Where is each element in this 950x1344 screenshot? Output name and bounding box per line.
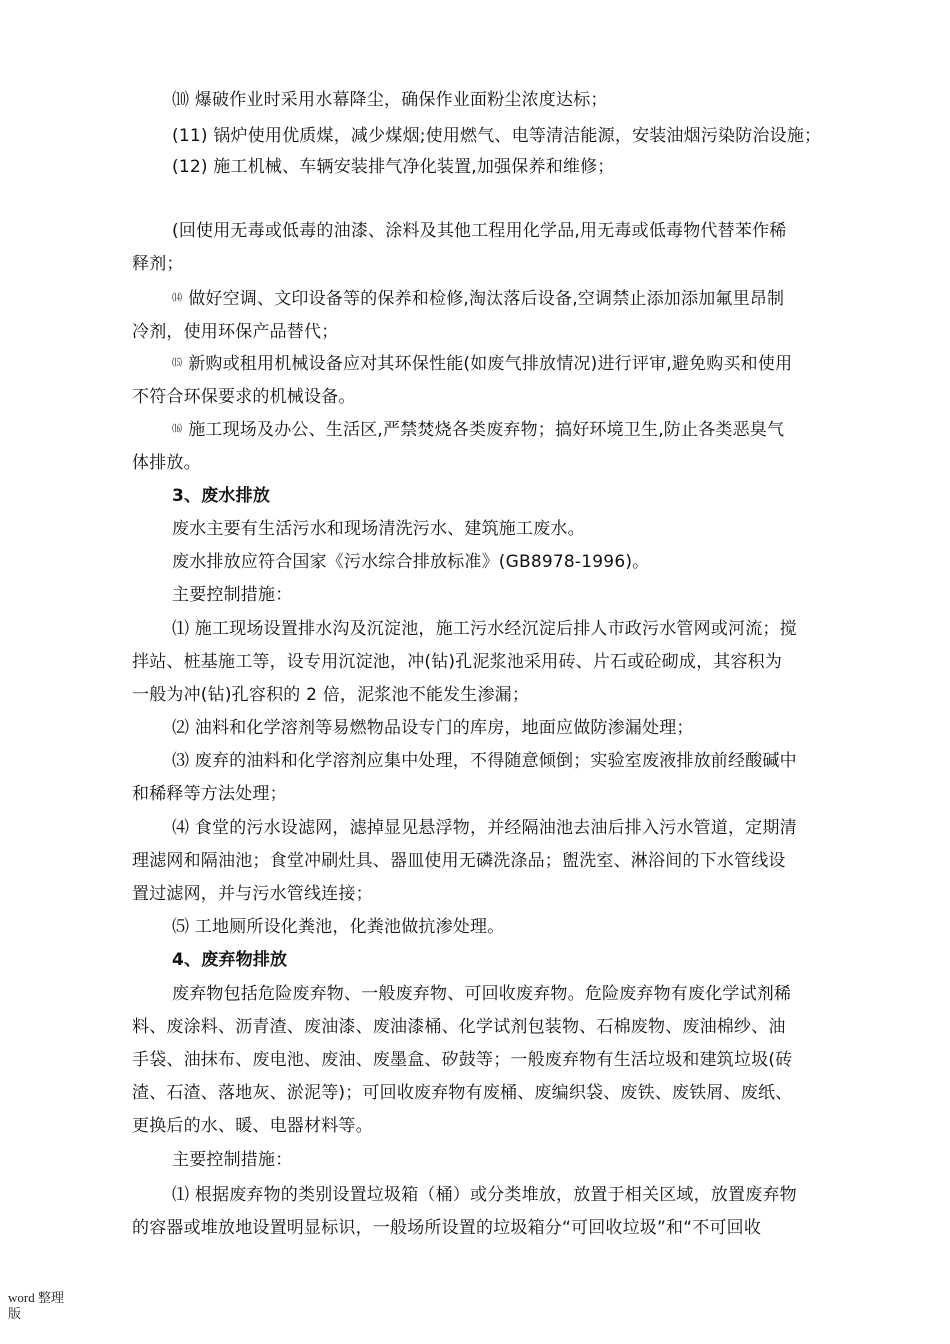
text-line: 新购或租用机械设备应对其环保性能(如废气排放情况)进行评审,避免购买和使用 xyxy=(188,354,793,374)
list-item-16 xyxy=(172,418,784,442)
item-marker: ⒁ xyxy=(172,293,183,304)
text-line: 施工现场及办公、生活区,严禁焚烧各类废弃物；搞好环境卫生,防止各类恶臭气 xyxy=(188,420,785,440)
text-line: 更换后的水、暖、电器材料等。 xyxy=(132,1116,373,1136)
text-line: (12) 施工机械、车辆安装排气净化装置,加强保养和维修； xyxy=(172,157,615,177)
text-line: 主要控制措施： xyxy=(172,585,293,605)
text-line: 废水主要有生活污水和现场清洗污水、建筑施工废水。 xyxy=(172,519,585,539)
text-line: ⑵ 油料和化学溶剂等易燃物品设专门的库房，地面应做防渗漏处理； xyxy=(172,718,694,738)
text-line: 料、废涂料、沥青渣、废油漆、废油漆桶、化学试剂包装物、石棉废物、废油棉纱、油 xyxy=(132,1017,786,1037)
text-line: ⑶ 废弃的油料和化学溶剂应集中处理，不得随意倾倒；实验室废液排放前经酸碱中 xyxy=(172,751,797,771)
section-heading: 4、废弃物排放 xyxy=(172,950,288,970)
text-line: 冷剂，使用环保产品替代； xyxy=(132,322,339,342)
text-line: 拌站、桩基施工等，设专用沉淀池，冲(钻)孔泥浆池采用砖、片石或砼砌成，其容积为 xyxy=(132,652,783,672)
text-line: ⑴ 根据废弃物的类别设置垃圾箱（桶）或分类堆放，放置于相关区域，放置废弃物 xyxy=(172,1185,797,1205)
text-line: 渣、石渣、落地灰、淤泥等)；可回收废弃物有废桶、废编织袋、废铁、废铁屑、废纸、 xyxy=(132,1083,793,1103)
footer-watermark: word 整理 xyxy=(8,1290,64,1305)
text-line: 体排放。 xyxy=(132,453,201,473)
text-line: 主要控制措施： xyxy=(172,1150,293,1170)
item-marker: ⒂ xyxy=(172,358,183,369)
text-line: 手袋、油抹布、废电池、废油、废墨盒、矽鼓等；一般废弃物有生活垃圾和建筑垃圾(砖 xyxy=(132,1050,793,1070)
text-line: 置过滤网，并与污水管线连接； xyxy=(132,884,373,904)
footer-watermark-2: 版 xyxy=(8,1306,22,1321)
list-item-14 xyxy=(172,287,784,311)
text-line: 不符合环保要求的机械设备。 xyxy=(132,387,356,407)
section-heading: 3、废水排放 xyxy=(172,486,271,506)
text-line: 理滤网和隔油池；食堂冲刷灶具、器皿使用无磷洗涤品；盥洗室、淋浴间的下水管线设 xyxy=(132,851,786,871)
text-line: 一般为冲(钻)孔容积的 2 倍，泥浆池不能发生渗漏； xyxy=(132,685,530,705)
text-line: ⑸ 工地厕所设化粪池，化粪池做抗渗处理。 xyxy=(172,917,505,937)
text-line: 的容器或堆放地设置明显标识，一般场所设置的垃圾箱分“可回收垃圾”和“不可回收 xyxy=(132,1218,762,1238)
text-line: 废弃物包括危险废弃物、一般废弃物、可回收废弃物。危险废弃物有废化学试剂稀 xyxy=(172,984,792,1004)
text-line: 和稀释等方法处理； xyxy=(132,784,287,804)
text-line: ⑽ 爆破作业时采用水幕降尘，确保作业面粉尘浓度达标； xyxy=(172,90,608,110)
item-marker: ⒃ xyxy=(172,424,183,435)
text-line: 废水排放应符合国家《污水综合排放标准》(GB8978-1996)。 xyxy=(172,552,650,572)
list-item-15 xyxy=(172,352,792,376)
text-line: (11) 锅炉使用优质煤，减少煤烟;使用燃气、电等清洁能源，安装油烟污染防治设施； xyxy=(172,126,822,146)
text-line: 做好空调、文印设备等的保养和检修,淘汰落后设备,空调禁止添加添加氟里昂制 xyxy=(188,289,785,309)
text-line: (回使用无毒或低毒的油漆、涂料及其他工程用化学品,用无毒或低毒物代替苯作稀 xyxy=(172,221,787,241)
text-line: 释剂； xyxy=(132,254,184,274)
text-line: ⑷ 食堂的污水设滤网，滤掉显见悬浮物，并经隔油池去油后排入污水管道，定期清 xyxy=(172,818,797,838)
text-line: ⑴ 施工现场设置排水沟及沉淀池，施工污水经沉淀后排人市政污水管网或河流；搅 xyxy=(172,619,797,639)
